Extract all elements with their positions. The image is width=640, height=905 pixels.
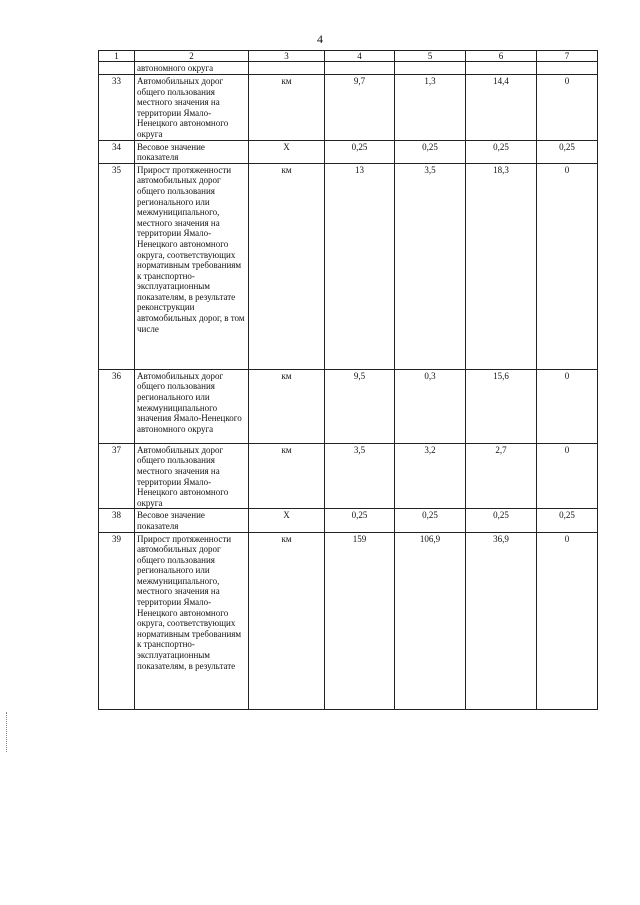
value-cell: 9,5 bbox=[325, 369, 395, 443]
row-number: 33 bbox=[99, 75, 135, 141]
unit-cell: км bbox=[249, 75, 325, 141]
column-number: 6 bbox=[466, 51, 537, 62]
indicator-name: Весовое значение показателя bbox=[135, 140, 249, 163]
value-cell: 0 bbox=[537, 532, 598, 709]
value-cell: 0 bbox=[537, 443, 598, 509]
value-cell: 0 bbox=[537, 75, 598, 141]
value-cell: 106,9 bbox=[395, 532, 466, 709]
value-cell: 0,25 bbox=[395, 509, 466, 532]
column-number: 2 bbox=[135, 51, 249, 62]
indicator-name: Весовое значение показателя bbox=[135, 509, 249, 532]
row-number: 34 bbox=[99, 140, 135, 163]
value-cell: 0,25 bbox=[325, 509, 395, 532]
unit-cell: км bbox=[249, 443, 325, 509]
indicator-name: Прирост протяженности автомобильных дорог общего пользования регионального или межмуниципального, местного значения на территории Ямало-Ненецкого автономного округа, соответствующих нормативным требованиям к транспортно-эксплуатационным показателям, в результате реконструкции автомобильных дорог, в том числе bbox=[135, 163, 249, 369]
scan-margin-mark bbox=[6, 712, 8, 752]
indicator-name: Автомобильных дорог общего пользования местного значения на территории Ямало-Ненецкого автономного округа bbox=[135, 443, 249, 509]
value-cell: 0,25 bbox=[395, 140, 466, 163]
value-cell: 0,25 bbox=[466, 509, 537, 532]
indicator-name: Прирост протяженности автомобильных дорог общего пользования регионального или межмуниципального, местного значения на территории Ямало-Ненецкого автономного округа, соответствующих нормативным требованиям к транспортно-эксплуатационным показателям, в результате bbox=[135, 532, 249, 709]
value-cell: 159 bbox=[325, 532, 395, 709]
column-number: 1 bbox=[99, 51, 135, 62]
table-row bbox=[99, 509, 598, 532]
column-number: 7 bbox=[537, 51, 598, 62]
value-cell: 1,3 bbox=[395, 75, 466, 141]
value-cell: 0 bbox=[537, 369, 598, 443]
column-number: 5 bbox=[395, 51, 466, 62]
row-number: 35 bbox=[99, 163, 135, 369]
value-cell: 0,3 bbox=[395, 369, 466, 443]
unit-cell: Х bbox=[249, 140, 325, 163]
value-cell: 0,25 bbox=[325, 140, 395, 163]
value-cell: 0 bbox=[537, 163, 598, 369]
value-cell: 14,4 bbox=[466, 75, 537, 141]
value-cell: 18,3 bbox=[466, 163, 537, 369]
row-number: 36 bbox=[99, 369, 135, 443]
value-cell: 0,25 bbox=[537, 509, 598, 532]
value-cell: 3,2 bbox=[395, 443, 466, 509]
value-cell: 3,5 bbox=[325, 443, 395, 509]
column-number: 3 bbox=[249, 51, 325, 62]
row-number: 37 bbox=[99, 443, 135, 509]
value-cell bbox=[395, 62, 466, 75]
indicator-name: Автомобильных дорог общего пользования местного значения на территории Ямало-Ненецкого автономного округа bbox=[135, 75, 249, 141]
value-cell: 36,9 bbox=[466, 532, 537, 709]
page-number: 4 bbox=[317, 32, 323, 46]
unit-cell: км bbox=[249, 369, 325, 443]
table-row bbox=[99, 75, 598, 141]
table-row bbox=[99, 62, 598, 75]
value-cell: 13 bbox=[325, 163, 395, 369]
table-row bbox=[99, 443, 598, 509]
indicator-name: автономного округа bbox=[135, 62, 249, 75]
value-cell: 2,7 bbox=[466, 443, 537, 509]
row-number: 38 bbox=[99, 509, 135, 532]
table-row bbox=[99, 532, 598, 709]
value-cell: 9,7 bbox=[325, 75, 395, 141]
column-number-row bbox=[99, 51, 598, 62]
value-cell bbox=[466, 62, 537, 75]
value-cell: 0,25 bbox=[537, 140, 598, 163]
table-row bbox=[99, 369, 598, 443]
value-cell: 3,5 bbox=[395, 163, 466, 369]
unit-cell: км bbox=[249, 163, 325, 369]
unit-cell bbox=[249, 62, 325, 75]
indicator-name: Автомобильных дорог общего пользования регионального или межмуниципального значения Ямало-Ненецкого автономного округа bbox=[135, 369, 249, 443]
unit-cell: км bbox=[249, 532, 325, 709]
value-cell bbox=[537, 62, 598, 75]
value-cell: 15,6 bbox=[466, 369, 537, 443]
row-number bbox=[99, 62, 135, 75]
column-number: 4 bbox=[325, 51, 395, 62]
indicators-table bbox=[98, 50, 598, 710]
row-number: 39 bbox=[99, 532, 135, 709]
value-cell bbox=[325, 62, 395, 75]
unit-cell: Х bbox=[249, 509, 325, 532]
value-cell: 0,25 bbox=[466, 140, 537, 163]
table-row bbox=[99, 163, 598, 369]
table-row bbox=[99, 140, 598, 163]
